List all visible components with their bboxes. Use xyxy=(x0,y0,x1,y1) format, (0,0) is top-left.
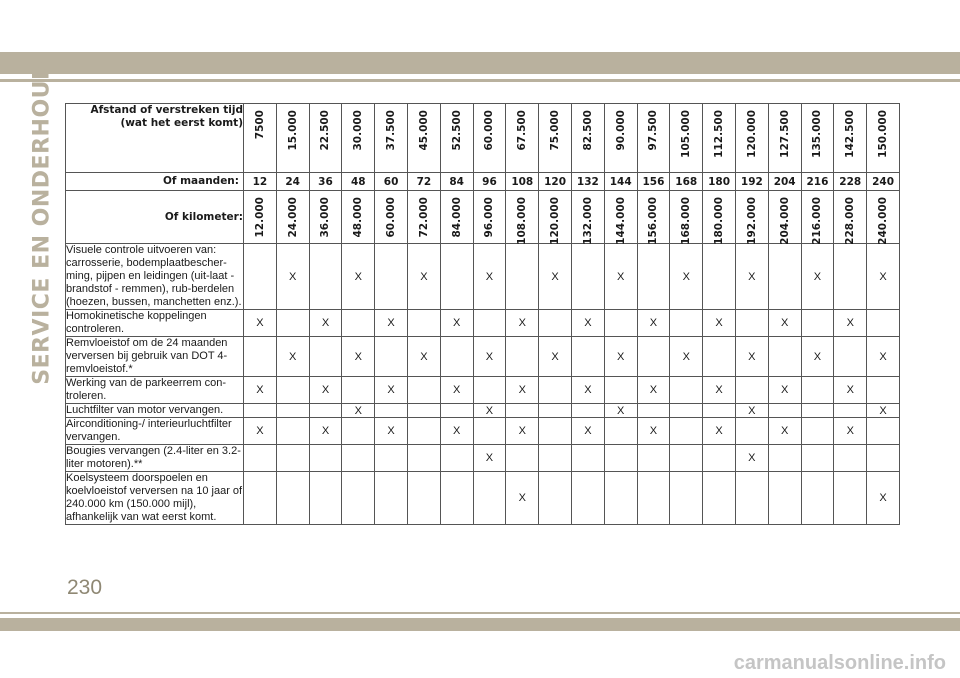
service-item-label: Bougies vervangen (2.4-liter en 3.2-liter motoren).** xyxy=(66,445,244,472)
service-interval-mark xyxy=(342,472,375,525)
service-item-label: Luchtfilter van motor vervangen. xyxy=(66,404,244,418)
distance-header-value: 67.500 xyxy=(516,110,529,151)
distance-header-value: 45.000 xyxy=(417,110,430,151)
km-value-cell xyxy=(735,191,768,244)
service-interval-mark: X xyxy=(637,418,670,445)
months-value: 24 xyxy=(276,173,309,191)
distance-header-value: 7500 xyxy=(253,110,266,140)
service-interval-mark xyxy=(670,404,703,418)
service-interval-mark: X xyxy=(342,244,375,310)
service-interval-mark: X xyxy=(309,377,342,404)
months-value: 216 xyxy=(801,173,834,191)
service-interval-mark xyxy=(735,418,768,445)
service-interval-mark: X xyxy=(506,377,539,404)
service-interval-mark xyxy=(375,404,408,418)
service-interval-mark xyxy=(440,244,473,310)
service-interval-mark xyxy=(670,445,703,472)
months-value: 180 xyxy=(703,173,736,191)
service-interval-mark xyxy=(440,404,473,418)
page-number: 230 xyxy=(67,576,103,599)
service-interval-mark xyxy=(867,377,900,404)
months-value: 108 xyxy=(506,173,539,191)
section-side-title xyxy=(22,61,62,385)
service-interval-mark: X xyxy=(440,418,473,445)
service-interval-mark xyxy=(768,337,801,377)
distance-header-value-cell xyxy=(375,104,408,173)
months-value: 48 xyxy=(342,173,375,191)
distance-header-value: 127.500 xyxy=(778,110,791,158)
service-interval-mark xyxy=(867,418,900,445)
km-label: Of kilometer: xyxy=(66,191,244,244)
km-value-cell xyxy=(440,191,473,244)
service-interval-mark xyxy=(735,472,768,525)
service-interval-mark xyxy=(506,404,539,418)
service-interval-mark xyxy=(407,445,440,472)
service-interval-mark: X xyxy=(506,472,539,525)
months-value: 240 xyxy=(867,173,900,191)
service-item-label: Airconditioning-/ interieurluchtfilter vervangen. xyxy=(66,418,244,445)
service-interval-mark xyxy=(539,404,572,418)
service-item-label: Werking van de parkeerrem con-troleren. xyxy=(66,377,244,404)
service-interval-mark: X xyxy=(637,310,670,337)
service-interval-mark xyxy=(834,472,867,525)
top-decor-line xyxy=(0,79,960,82)
service-interval-mark xyxy=(440,472,473,525)
service-interval-mark xyxy=(342,445,375,472)
service-interval-mark xyxy=(637,244,670,310)
km-value: 180.000 xyxy=(713,197,726,245)
km-value-cell xyxy=(703,191,736,244)
service-interval-mark xyxy=(703,244,736,310)
distance-header-value: 75.000 xyxy=(549,110,562,151)
service-interval-mark: X xyxy=(375,418,408,445)
service-interval-mark xyxy=(473,472,506,525)
service-interval-mark: X xyxy=(768,310,801,337)
service-interval-mark xyxy=(768,244,801,310)
km-row xyxy=(66,191,900,244)
service-interval-mark: X xyxy=(571,377,604,404)
service-interval-mark xyxy=(604,377,637,404)
km-value: 12.000 xyxy=(253,197,266,238)
months-value: 60 xyxy=(375,173,408,191)
km-value: 36.000 xyxy=(319,197,332,238)
service-interval-mark xyxy=(276,418,309,445)
km-value-cell xyxy=(768,191,801,244)
km-value-cell xyxy=(375,191,408,244)
service-interval-mark: X xyxy=(604,244,637,310)
service-interval-mark xyxy=(867,445,900,472)
top-decor-band xyxy=(0,52,960,74)
service-interval-mark xyxy=(539,310,572,337)
service-interval-mark xyxy=(440,445,473,472)
service-interval-mark xyxy=(834,404,867,418)
service-interval-mark: X xyxy=(506,418,539,445)
km-value-cell xyxy=(244,191,277,244)
service-row xyxy=(66,337,900,377)
service-interval-mark xyxy=(244,472,277,525)
distance-header-value-cell xyxy=(604,104,637,173)
service-interval-mark xyxy=(342,310,375,337)
service-interval-mark xyxy=(703,472,736,525)
service-interval-mark xyxy=(834,445,867,472)
service-interval-mark: X xyxy=(276,337,309,377)
service-row xyxy=(66,445,900,472)
service-interval-mark: X xyxy=(703,310,736,337)
service-interval-mark: X xyxy=(867,404,900,418)
distance-header-value: 37.500 xyxy=(385,110,398,151)
km-value-cell xyxy=(604,191,637,244)
months-value: 204 xyxy=(768,173,801,191)
service-interval-mark xyxy=(604,445,637,472)
section-title-text: SERVICE EN ONDERHOUD xyxy=(29,61,55,385)
service-interval-mark xyxy=(571,472,604,525)
service-interval-mark xyxy=(801,404,834,418)
distance-header-value-cell xyxy=(440,104,473,173)
service-interval-mark xyxy=(309,445,342,472)
distance-header-value: 90.000 xyxy=(614,110,627,151)
distance-header-value: 82.500 xyxy=(581,110,594,151)
service-interval-mark xyxy=(670,472,703,525)
service-interval-mark: X xyxy=(703,418,736,445)
months-value: 72 xyxy=(407,173,440,191)
distance-header-value-cell xyxy=(768,104,801,173)
km-value-cell xyxy=(473,191,506,244)
service-interval-mark xyxy=(604,310,637,337)
km-value-cell xyxy=(342,191,375,244)
bottom-decor-line xyxy=(0,612,960,614)
distance-header-value: 15.000 xyxy=(286,110,299,151)
service-interval-mark: X xyxy=(440,377,473,404)
service-interval-mark: X xyxy=(506,310,539,337)
distance-header-value-cell xyxy=(473,104,506,173)
service-interval-mark xyxy=(539,377,572,404)
service-interval-mark: X xyxy=(473,337,506,377)
distance-header-row xyxy=(66,104,900,173)
service-row xyxy=(66,404,900,418)
service-interval-mark xyxy=(539,445,572,472)
months-value: 36 xyxy=(309,173,342,191)
distance-header-value: 135.000 xyxy=(811,110,824,158)
service-interval-mark xyxy=(244,337,277,377)
km-value: 168.000 xyxy=(680,197,693,245)
km-value: 108.000 xyxy=(516,197,529,245)
service-interval-mark xyxy=(735,310,768,337)
distance-header-value-cell xyxy=(407,104,440,173)
km-value-cell xyxy=(309,191,342,244)
service-interval-mark xyxy=(342,418,375,445)
service-interval-mark: X xyxy=(604,337,637,377)
distance-header-value: 112.500 xyxy=(713,110,726,158)
service-interval-mark xyxy=(309,337,342,377)
service-interval-mark xyxy=(276,377,309,404)
km-value-cell xyxy=(506,191,539,244)
service-interval-mark xyxy=(407,377,440,404)
km-value: 120.000 xyxy=(549,197,562,245)
service-interval-mark xyxy=(637,472,670,525)
service-interval-mark: X xyxy=(735,337,768,377)
service-interval-mark xyxy=(276,310,309,337)
service-interval-mark: X xyxy=(867,472,900,525)
km-value-cell xyxy=(834,191,867,244)
service-interval-mark: X xyxy=(407,337,440,377)
months-row xyxy=(66,173,900,191)
service-interval-mark xyxy=(801,310,834,337)
maintenance-schedule-table xyxy=(65,103,900,525)
service-interval-mark xyxy=(735,377,768,404)
service-interval-mark: X xyxy=(473,404,506,418)
service-interval-mark xyxy=(670,377,703,404)
service-interval-mark xyxy=(244,445,277,472)
km-value: 216.000 xyxy=(811,197,824,245)
service-interval-mark: X xyxy=(637,377,670,404)
distance-header-value-cell xyxy=(571,104,604,173)
service-interval-mark xyxy=(670,418,703,445)
service-interval-mark xyxy=(473,418,506,445)
service-interval-mark xyxy=(309,472,342,525)
distance-header-value-cell xyxy=(539,104,572,173)
service-interval-mark: X xyxy=(473,244,506,310)
service-interval-mark xyxy=(473,310,506,337)
km-value: 144.000 xyxy=(614,197,627,245)
service-interval-mark: X xyxy=(735,404,768,418)
km-value: 240.000 xyxy=(877,197,890,245)
service-interval-mark xyxy=(506,337,539,377)
service-interval-mark xyxy=(407,404,440,418)
distance-header-value: 105.000 xyxy=(680,110,693,158)
service-interval-mark xyxy=(244,244,277,310)
service-row xyxy=(66,472,900,525)
service-interval-mark xyxy=(506,445,539,472)
km-value-cell xyxy=(539,191,572,244)
service-interval-mark xyxy=(539,472,572,525)
service-interval-mark xyxy=(703,404,736,418)
months-value: 168 xyxy=(670,173,703,191)
service-interval-mark: X xyxy=(768,418,801,445)
service-interval-mark xyxy=(375,337,408,377)
distance-header-value-cell xyxy=(703,104,736,173)
km-value-cell xyxy=(801,191,834,244)
service-interval-mark xyxy=(637,337,670,377)
km-value: 156.000 xyxy=(647,197,660,245)
service-interval-mark xyxy=(834,337,867,377)
service-interval-mark: X xyxy=(539,337,572,377)
months-value: 120 xyxy=(539,173,572,191)
km-value: 48.000 xyxy=(352,197,365,238)
km-value: 228.000 xyxy=(844,197,857,245)
service-item-label: Homokinetische koppelingen controleren. xyxy=(66,310,244,337)
km-value-cell xyxy=(637,191,670,244)
service-interval-mark: X xyxy=(834,310,867,337)
service-interval-mark: X xyxy=(571,310,604,337)
months-value: 156 xyxy=(637,173,670,191)
service-interval-mark xyxy=(375,472,408,525)
service-interval-mark: X xyxy=(407,244,440,310)
service-interval-mark xyxy=(276,445,309,472)
service-interval-mark: X xyxy=(375,377,408,404)
service-interval-mark: X xyxy=(670,337,703,377)
service-interval-mark: X xyxy=(244,418,277,445)
service-interval-mark xyxy=(801,472,834,525)
service-interval-mark: X xyxy=(539,244,572,310)
km-value: 60.000 xyxy=(385,197,398,238)
service-row xyxy=(66,418,900,445)
months-value: 12 xyxy=(244,173,277,191)
service-interval-mark: X xyxy=(735,445,768,472)
distance-header-value-cell xyxy=(342,104,375,173)
service-interval-mark: X xyxy=(375,310,408,337)
service-interval-mark xyxy=(571,404,604,418)
bottom-decor-band xyxy=(0,618,960,631)
service-interval-mark xyxy=(571,337,604,377)
service-item-label: Remvloeistof om de 24 maanden verversen bij gebruik van DOT 4-remvloeistof.* xyxy=(66,337,244,377)
service-interval-mark: X xyxy=(703,377,736,404)
service-interval-mark: X xyxy=(309,310,342,337)
service-interval-mark: X xyxy=(867,244,900,310)
distance-header-value-cell xyxy=(801,104,834,173)
km-value-cell xyxy=(276,191,309,244)
service-interval-mark: X xyxy=(834,377,867,404)
service-interval-mark xyxy=(276,472,309,525)
service-interval-mark xyxy=(703,337,736,377)
distance-header-value: 60.000 xyxy=(483,110,496,151)
service-interval-mark xyxy=(375,445,408,472)
km-value-cell xyxy=(407,191,440,244)
service-interval-mark xyxy=(604,472,637,525)
service-row xyxy=(66,310,900,337)
service-interval-mark: X xyxy=(342,337,375,377)
service-interval-mark xyxy=(342,377,375,404)
months-label: Of maanden: xyxy=(66,173,244,191)
distance-header-value-cell xyxy=(735,104,768,173)
service-interval-mark: X xyxy=(801,244,834,310)
service-interval-mark xyxy=(571,445,604,472)
km-value-cell xyxy=(670,191,703,244)
service-interval-mark xyxy=(407,418,440,445)
service-interval-mark xyxy=(867,310,900,337)
distance-header-value: 30.000 xyxy=(352,110,365,151)
distance-header-value: 22.500 xyxy=(319,110,332,151)
service-interval-mark xyxy=(244,404,277,418)
service-interval-mark xyxy=(604,418,637,445)
km-value: 204.000 xyxy=(778,197,791,245)
service-interval-mark: X xyxy=(834,418,867,445)
distance-header-value-cell xyxy=(309,104,342,173)
service-interval-mark: X xyxy=(735,244,768,310)
distance-header-value-cell xyxy=(670,104,703,173)
service-interval-mark xyxy=(768,404,801,418)
service-interval-mark xyxy=(637,404,670,418)
service-interval-mark xyxy=(375,244,408,310)
km-value: 24.000 xyxy=(286,197,299,238)
service-interval-mark: X xyxy=(276,244,309,310)
service-interval-mark xyxy=(571,244,604,310)
distance-header-value: 150.000 xyxy=(877,110,890,158)
service-interval-mark xyxy=(440,337,473,377)
months-value: 84 xyxy=(440,173,473,191)
km-value: 96.000 xyxy=(483,197,496,238)
service-interval-mark: X xyxy=(473,445,506,472)
distance-header-value-cell xyxy=(867,104,900,173)
service-interval-mark xyxy=(801,445,834,472)
distance-header-value-cell xyxy=(637,104,670,173)
service-interval-mark: X xyxy=(801,337,834,377)
km-value: 132.000 xyxy=(581,197,594,245)
service-interval-mark xyxy=(834,244,867,310)
service-interval-mark: X xyxy=(571,418,604,445)
service-interval-mark xyxy=(768,472,801,525)
distance-header-value-cell xyxy=(244,104,277,173)
km-value-cell xyxy=(867,191,900,244)
service-interval-mark xyxy=(506,244,539,310)
service-interval-mark: X xyxy=(244,310,277,337)
service-interval-mark xyxy=(539,418,572,445)
distance-header-label: Afstand of verstreken tijd (wat het eerst komt) xyxy=(66,104,244,173)
service-row xyxy=(66,377,900,404)
km-value: 84.000 xyxy=(450,197,463,238)
service-interval-mark xyxy=(309,244,342,310)
service-interval-mark xyxy=(801,418,834,445)
months-value: 228 xyxy=(834,173,867,191)
service-interval-mark xyxy=(670,310,703,337)
months-value: 192 xyxy=(735,173,768,191)
service-row xyxy=(66,244,900,310)
service-item-label: Visuele controle uitvoeren van: carrosserie, bodemplaatbescher-ming, pijpen en leidingen (uit-laat - brandstof - remmen), rub-berdelen (hoezen, bussen, manchetten enz.). xyxy=(66,244,242,308)
service-item-label: Koelsysteem doorspoelen en koelvloeistof verversen na 10 jaar of 240.000 km (150.000 mijl), afhankelijk van wat eerst komt. xyxy=(66,472,243,523)
months-value: 144 xyxy=(604,173,637,191)
service-interval-mark: X xyxy=(867,337,900,377)
service-interval-mark xyxy=(276,404,309,418)
service-interval-mark xyxy=(637,445,670,472)
distance-header-value: 120.000 xyxy=(745,110,758,158)
watermark: carmanualsonline.info xyxy=(733,652,946,674)
service-interval-mark: X xyxy=(670,244,703,310)
distance-header-value-cell xyxy=(834,104,867,173)
service-interval-mark xyxy=(309,404,342,418)
km-value-cell xyxy=(571,191,604,244)
service-interval-mark: X xyxy=(604,404,637,418)
service-interval-mark xyxy=(407,472,440,525)
service-interval-mark xyxy=(473,377,506,404)
service-interval-mark xyxy=(801,377,834,404)
distance-header-value-cell xyxy=(276,104,309,173)
distance-header-value: 97.500 xyxy=(647,110,660,151)
months-value: 96 xyxy=(473,173,506,191)
service-interval-mark: X xyxy=(342,404,375,418)
distance-header-value-cell xyxy=(506,104,539,173)
service-interval-mark: X xyxy=(244,377,277,404)
service-interval-mark: X xyxy=(309,418,342,445)
km-value: 192.000 xyxy=(745,197,758,245)
service-interval-mark: X xyxy=(768,377,801,404)
distance-header-value: 142.500 xyxy=(844,110,857,158)
months-value: 132 xyxy=(571,173,604,191)
km-value: 72.000 xyxy=(417,197,430,238)
service-interval-mark xyxy=(768,445,801,472)
distance-header-value: 52.500 xyxy=(450,110,463,151)
service-interval-mark xyxy=(703,445,736,472)
service-interval-mark xyxy=(407,310,440,337)
service-interval-mark: X xyxy=(440,310,473,337)
